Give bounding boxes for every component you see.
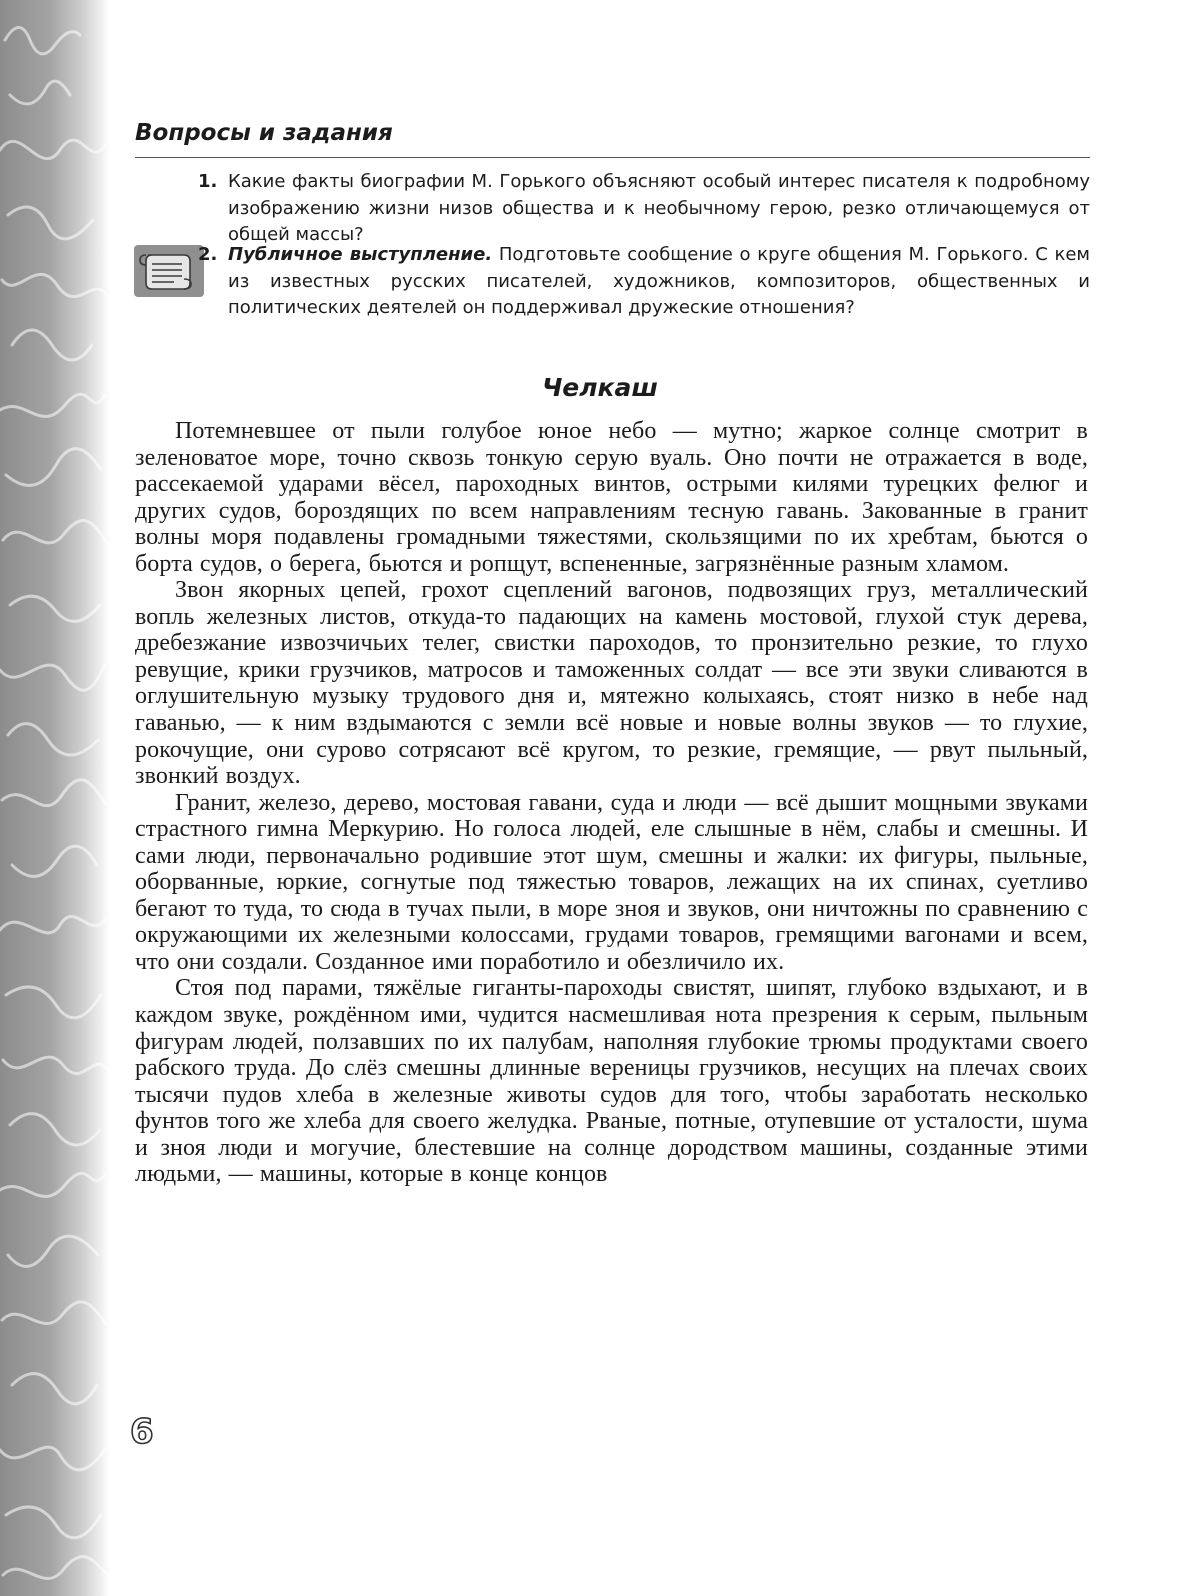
story-paragraph: Звон якорных цепей, грохот сцеплений вагонов, подвозящих груз, металлический вопль железных листов, откуда-то падающих на камень мостовой, глухой стук дерева, дребезжание извозчичьих телег, свистки пароходов, то пронзительно резкие, то глухо ревущие, крики грузчиков, матросов и таможенных солдат — все эти звуки сливаются в оглушительную музыку трудового дня и, мятежно колыхаясь, стоят низко в небе над гаванью, — к ним вздымаются с земли всё новые и новые волны звуков — то глухие, рокочущие, они сурово сотрясают всё кругом, то резкие, гремящие, — рвут пыльный, звонкий воздух. bbox=[135, 577, 1088, 790]
section-divider bbox=[135, 157, 1090, 158]
page-number: 6 bbox=[130, 1412, 154, 1452]
question-lead: Публичное выступление. bbox=[228, 244, 493, 265]
question-number: 1. bbox=[198, 171, 218, 192]
question-item-2 bbox=[198, 242, 1090, 322]
story-body bbox=[135, 418, 1088, 1188]
scroll-icon bbox=[134, 245, 204, 297]
question-text: Какие факты биографии М. Горького объясняют особый интерес писателя к подробному изображению жизни низов общества и к необычному герою, резко отличающемуся от общей массы? bbox=[228, 171, 1090, 245]
story-title: Челкаш bbox=[542, 373, 658, 402]
story-paragraph: Гранит, железо, дерево, мостовая гавани, суда и люди — всё дышит мощными звуками страстного гимна Меркурию. Но голоса людей, еле слышные в нём, слабы и смешны. И сами люди, первоначально родившие этот шум, смешны и жалки: их фигуры, пыльные, оборванные, юркие, согнутые под тяжестью товаров, лежащих на их спинах, суетливо бегают то туда, то сюда в тучах пыли, в море зноя и звуков, они ничтожны по сравнению с окружающими их железными колоссами, грудами товаров, гремящими вагонами и всем, что они создали. Созданное ими поработило и обезличило их. bbox=[135, 789, 1088, 975]
question-number: 2. bbox=[198, 244, 218, 265]
decorative-margin-handwriting bbox=[0, 0, 110, 1596]
story-paragraph: Потемневшее от пыли голубое юное небо — мутно; жаркое солнце смотрит в зеленоватое море, точно сквозь тонкую серую вуаль. Оно почти не отражается в воде, рассекаемой ударами вёсел, пароходных винтов, острыми килями турецких фелюг и других судов, бороздящих по всем направлениям тесную гавань. Закованные в гранит волны моря подавлены громадными тяжестями, скользящими по их хребтам, бьются о борта судов, о берега, бьются и ропщут, вспененные, загрязнённые разным хламом. bbox=[135, 418, 1088, 577]
story-paragraph: Стоя под парами, тяжёлые гиганты-пароходы свистят, шипят, глубоко вздыхают, и в каждом звуке, рождённом ими, чудится насмешливая нота презрения к серым, пыльным фигурам людей, ползавших по их палубам, наполняя глубокие трюмы продуктами своего рабского труда. До слёз смешны длинные вереницы грузчиков, несущих на плечах своих тысячи пудов хлеба в железные животы судов для того, чтобы заработать несколько фунтов того же хлеба для своего желудка. Рваные, потные, отупевшие от усталости, шума и зноя люди и могучие, блестевшие на солнце дородством машины, созданные этими людьми, — машины, которые в конце концов bbox=[135, 975, 1088, 1188]
questions-section-title: Вопросы и задания bbox=[135, 120, 393, 146]
question-item-1 bbox=[198, 169, 1090, 249]
question-text: Подготовьте сообщение о круге общения М. Горького. С кем из известных русских писателей, художников, композиторов, общественных и политических деятелей он поддерживал дружеские отношения? bbox=[228, 244, 1090, 318]
